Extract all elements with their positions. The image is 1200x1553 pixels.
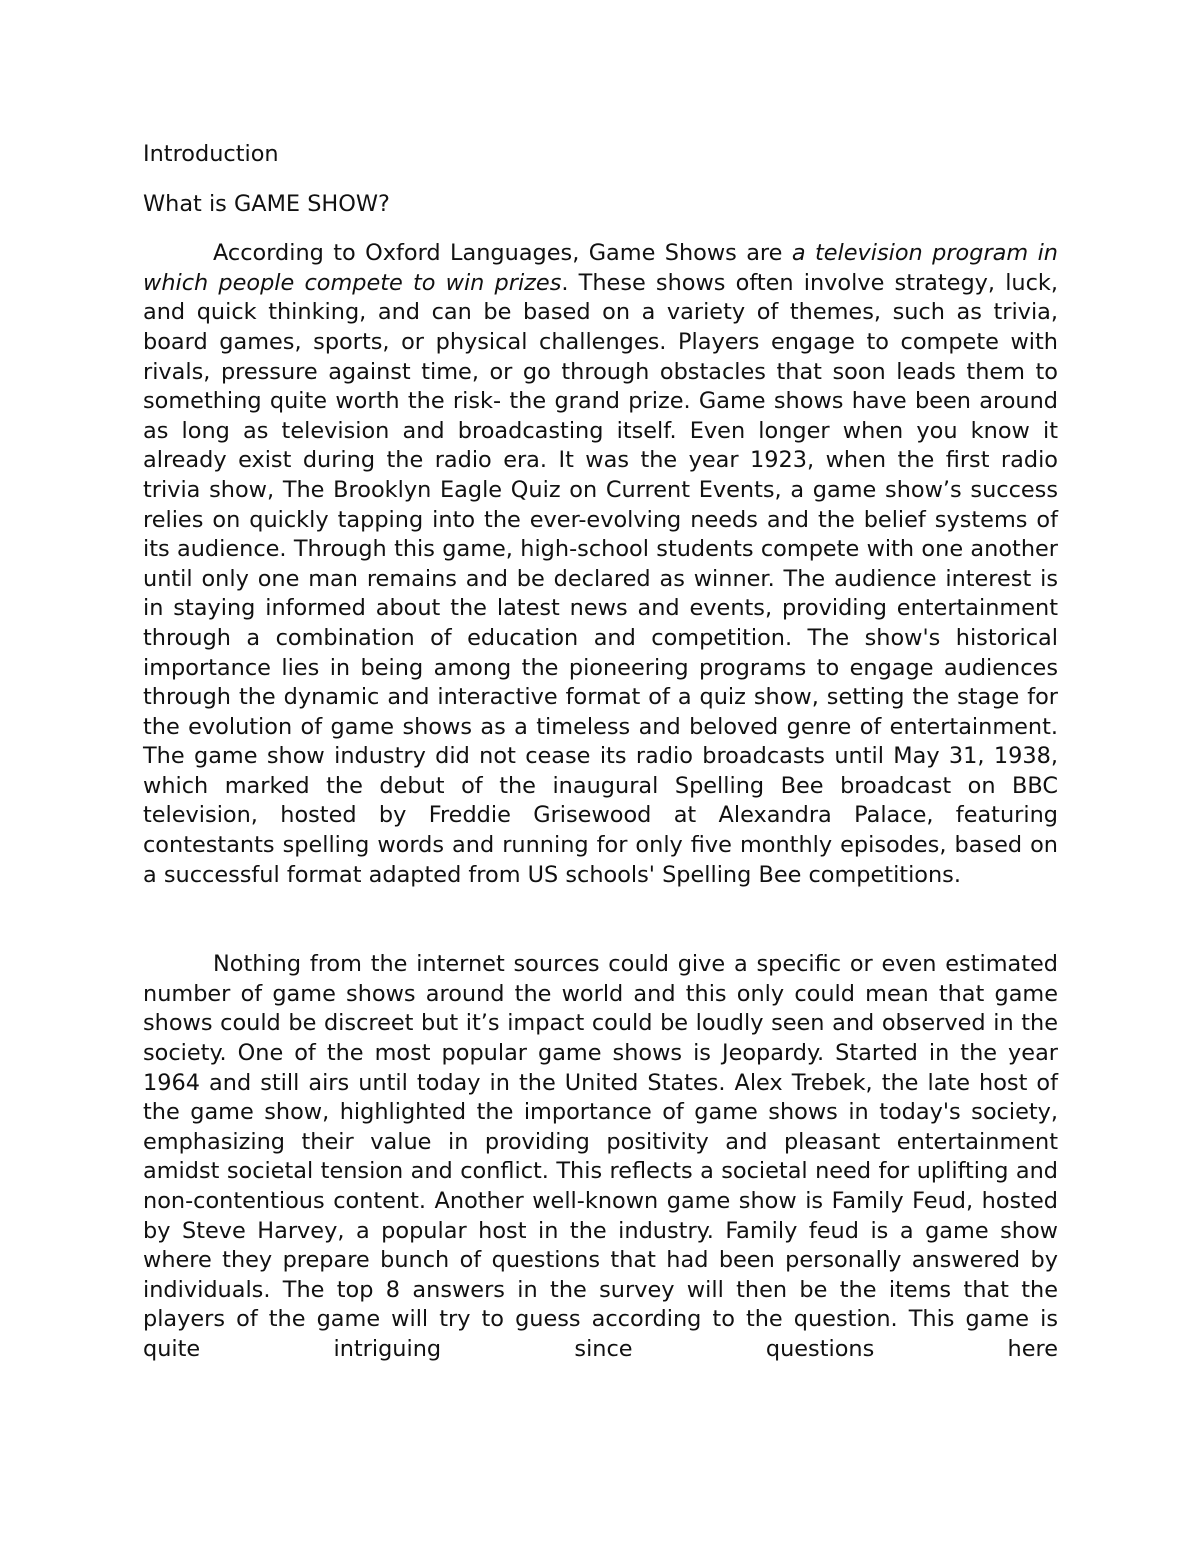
paragraph-definition bbox=[143, 239, 1058, 890]
paragraph-lead: According to Oxford Languages, Game Shows are bbox=[213, 240, 792, 267]
section-question: What is GAME SHOW? bbox=[143, 190, 390, 217]
paragraph-body: . These shows often involve strategy, luck, and quick thinking, and can be based on a variety of themes, such as trivia, board games, sports, or physical challenges. Players engage to compete with rivals, pressure against time, or go through obstacles that soon leads them to something quite worth the risk- the grand prize. Game shows have been around as long as television and broadcasting itself. Even longer when you know it already exist during the radio era. It was the year 1923, when the first radio trivia show, The Brooklyn Eagle Quiz on Current Events, a game show’s success relies on quickly tapping into the ever-evolving needs and the belief systems of its audience. Through this game, high-school students compete with one another until only one man remains and be declared as winner. The audience interest is in staying informed about the latest news and events, providing entertainment through a combination of education and competition. The show's historical importance lies in being among the pioneering programs to engage audiences through the dynamic and interactive format of a quiz show, setting the stage for the evolution of game shows as a timeless and beloved genre of entertainment. The game show industry did not cease its radio broadcasts until May 31, 1938, which marked the debut of the inaugural Spelling Bee broadcast on BBC television, hosted by Freddie Grisewood at Alexandra Palace, featuring contestants spelling words and running for only five monthly episodes, based on a successful format adapted from US schools' Spelling Bee competitions. bbox=[143, 269, 1059, 888]
section-heading: Introduction bbox=[143, 141, 279, 167]
document-body bbox=[143, 140, 1058, 1365]
definition-quote: a television program in which people compete to win prizes bbox=[143, 240, 1058, 296]
paragraph-game-show-impact: Nothing from the internet sources could give a specific or even estimated number of game shows around the world and this only could mean that game shows could be discreet but it’s impact could be loudly seen and observed in the society. One of the most popular game shows is Jeopardy. Started in the year 1964 and still airs until today in the United States. Alex Trebek, the late host of the game show, highlighted the importance of game shows in today's society, emphasizing their value in providing positivity and pleasant entertainment amidst societal tension and conflict. This reflects a societal need for uplifting and non-contentious content. Another well-known game show is Family Feud, hosted by Steve Harvey, a popular host in the industry. Family feud is a game show where they prepare bunch of questions that had been personally answered by individuals. The top 8 answers in the survey will then be the items that the players of the game will try to guess according to the question. This game is quite intriguing since questions here bbox=[143, 951, 1058, 1362]
